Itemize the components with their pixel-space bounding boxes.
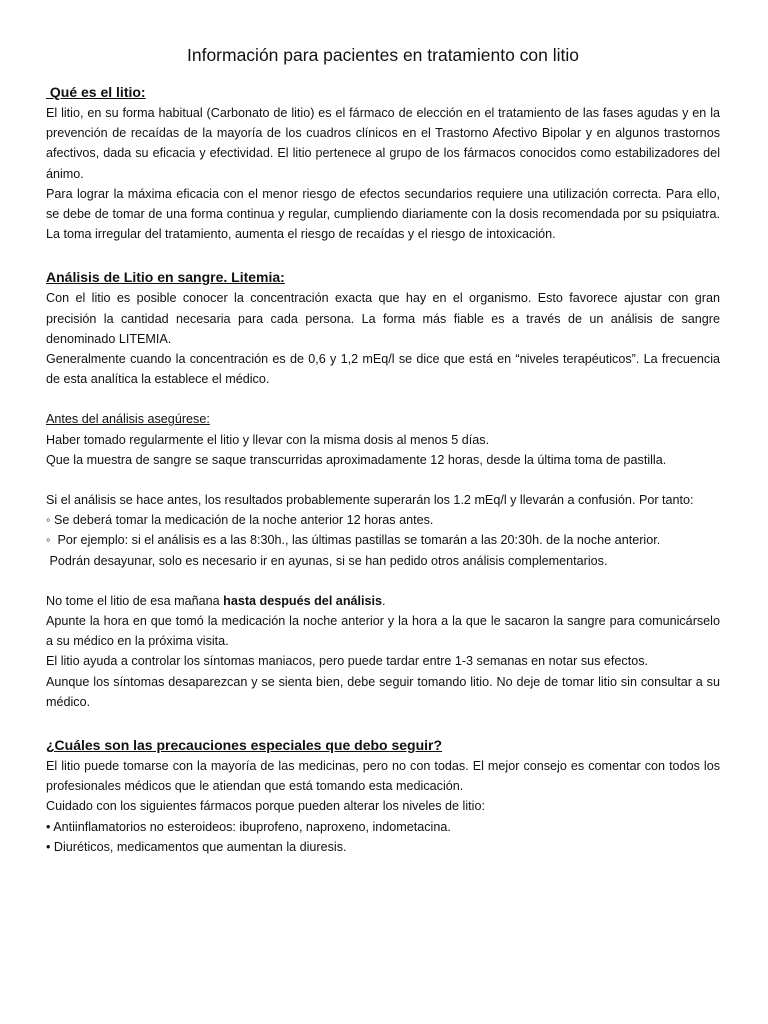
paragraph: El litio, en su forma habitual (Carbonato de litio) es el fármaco de elección en el tratamiento de las fases agudas y en la prevención de recaídas de la mayoría de los cuadros clínicos en el Trastorno Afectivo Bipolar y en algunos trastornos afectivos, dada su eficacia y efectividad. El litio pertenece al grupo de los fármacos conocidos como estabilizadores del ánimo. xyxy=(46,106,720,181)
paragraph: Con el litio es posible conocer la concentración exacta que hay en el organismo. Esto favorece ajustar con gran precisión la cantidad necesaria para cada persona. La forma más fiable es a través de un análisis de sangre denominado LITEMIA. xyxy=(46,291,720,346)
paragraph-no-tome xyxy=(46,591,720,611)
document-title: Información para pacientes en tratamiento con litio xyxy=(186,45,580,65)
spacer xyxy=(46,571,720,591)
list-item: ◦ Por ejemplo: si el análisis es a las 8:30h., las últimas pastillas se tomarán a las 20:30h. de la noche anterior. xyxy=(46,533,661,548)
paragraph: Generalmente cuando la concentración es de 0,6 y 1,2 mEq/l se dice que está en “niveles terapéuticos”. La frecuencia de esta analítica la establece el médico. xyxy=(46,352,720,387)
paragraph: Para lograr la máxima eficacia con el menor riesgo de efectos secundarios requiere una utilización correcta. Para ello, se debe de tomar de una forma continua y regular, cumpliendo diariamente con la dosis recomendada por su psiquiatra. La toma irregular del tratamiento, aumenta el riesgo de recaídas y el riesgo de intoxicación. xyxy=(46,186,720,242)
paragraph: Podrán desayunar, solo es necesario ir en ayunas, si se han pedido otros análisis complementarios. xyxy=(46,553,608,568)
list-item: • Diuréticos, medicamentos que aumentan la diuresis. xyxy=(46,839,347,854)
bold-text: hasta después del análisis xyxy=(223,593,383,608)
paragraph: Cuidado con los siguientes fármacos porque pueden alterar los niveles de litio: xyxy=(46,799,485,814)
paragraph: Aunque los síntomas desaparezcan y se sienta bien, debe seguir tomando litio. No deje de tomar litio sin consultar a su médico. xyxy=(46,674,720,709)
heading-que-es-el-litio: Qué es el litio: xyxy=(46,84,146,100)
paragraph: Haber tomado regularmente el litio y llevar con la misma dosis al menos 5 días. xyxy=(46,432,490,447)
paragraph: Que la muestra de sangre se saque transcurridas aproximadamente 12 horas, desde la última toma de pastilla. xyxy=(46,452,667,467)
spacer xyxy=(46,389,720,409)
heading-analisis-litemia: Análisis de Litio en sangre. Litemia: xyxy=(46,269,285,286)
paragraph: El litio puede tomarse con la mayoría de las medicinas, pero no con todas. El mejor consejo es comentar con todos los profesionales médicos que le atiendan que está tomando esta medicación. xyxy=(46,759,720,794)
heading-precauciones: ¿Cuáles son las precauciones especiales que debo seguir? xyxy=(46,737,443,754)
list-item: ◦ Se deberá tomar la medicación de la noche anterior 12 horas antes. xyxy=(46,513,434,528)
text: No tome el litio de esa mañana xyxy=(46,593,224,608)
subheading-antes-del-analisis: Antes del análisis asegúrese: xyxy=(46,412,210,427)
paragraph: Apunte la hora en que tomó la medicación la noche anterior y la hora a la que le sacaron la sangre para comunicárselo a su médico en la próxima visita. xyxy=(46,614,720,649)
paragraph: El litio ayuda a controlar los síntomas maniacos, pero puede tardar entre 1-3 semanas en notar sus efectos. xyxy=(46,654,649,669)
text: . xyxy=(382,593,386,608)
list-item: • Antiinflamatorios no esteroideos: ibuprofeno, naproxeno, indometacina. xyxy=(46,819,451,834)
paragraph: Si el análisis se hace antes, los resultados probablemente superarán los 1.2 mEq/l y llevarán a confusión. Por tanto: xyxy=(46,493,694,508)
spacer xyxy=(46,470,720,490)
